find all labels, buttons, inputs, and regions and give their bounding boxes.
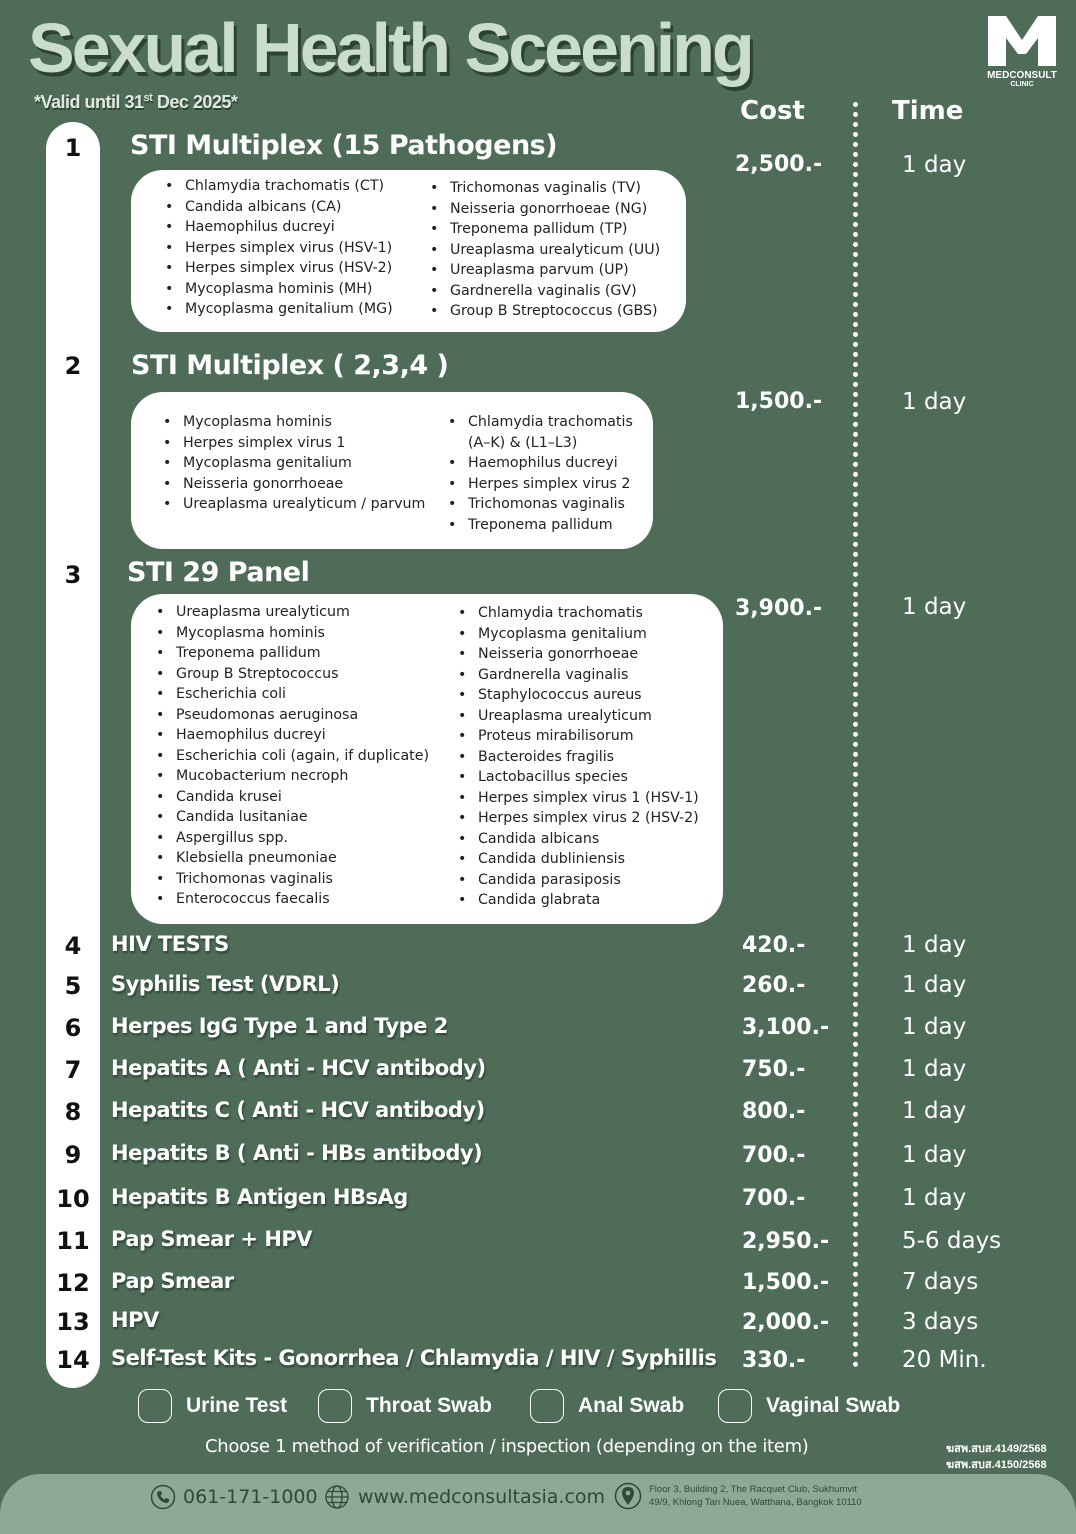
- page-title: Sexual Health Sceening: [28, 9, 752, 87]
- validity-note: [34, 92, 237, 113]
- test-name: Pap Smear + HPV: [111, 1227, 313, 1251]
- price: 2,000.-: [742, 1310, 830, 1335]
- license-number: ฆสพ.สบส.4149/2568: [946, 1443, 1047, 1455]
- pathogen-item: • Bacteroides fragilis: [456, 747, 699, 768]
- checkbox[interactable]: [530, 1389, 564, 1423]
- pathogen-box: [131, 170, 686, 332]
- price: 2,950.-: [742, 1229, 830, 1254]
- validity-sup: st: [143, 92, 153, 104]
- price: 3,100.-: [742, 1015, 830, 1040]
- item-number: 9: [64, 1141, 82, 1169]
- price: 1,500.-: [735, 389, 823, 414]
- pathogen-item: • Candida lusitaniae: [154, 807, 429, 828]
- turnaround-time: 1 day: [902, 389, 967, 415]
- turnaround-time: 1 day: [902, 1142, 967, 1168]
- address-line: 49/9, Khlong Tan Nuea, Watthana, Bangkok 10110: [649, 1497, 862, 1508]
- pathogen-item: • Trichomonas vaginalis: [154, 869, 429, 890]
- cost-header: Cost: [740, 96, 805, 126]
- pathogen-item: • Staphylococcus aureus: [456, 685, 699, 706]
- pathogen-item: • Lactobacillus species: [456, 767, 699, 788]
- pathogen-item: • Gardnerella vaginalis (GV): [428, 281, 660, 302]
- test-name: Herpes IgG Type 1 and Type 2: [111, 1014, 448, 1038]
- pathogen-item: • Ureaplasma urealyticum (UU): [428, 240, 660, 261]
- pathogen-item: • Herpes simplex virus 2: [446, 474, 633, 495]
- pathogen-item: • Gardnerella vaginalis: [456, 665, 699, 686]
- method-option-urine[interactable]: [138, 1388, 287, 1424]
- pathogen-item: • Neisseria gonorrhoeae: [161, 474, 425, 495]
- pathogen-item: • Mycoplasma genitalium: [161, 453, 425, 474]
- price: 700.-: [742, 1186, 806, 1211]
- pathogen-item: • Klebsiella pneumoniae: [154, 848, 429, 869]
- license-number: ฆสพ.สบส.4150/2568: [946, 1459, 1047, 1471]
- pathogen-list-right: [456, 603, 699, 911]
- pathogen-box: [131, 594, 723, 924]
- price: 1,500.-: [742, 1270, 830, 1295]
- test-name: Hepatits C ( Anti - HCV antibody): [111, 1098, 485, 1122]
- pathogen-list-left: [161, 412, 425, 515]
- website-link[interactable]: [324, 1484, 605, 1510]
- pathogen-item: • Trichomonas vaginalis (TV): [428, 178, 660, 199]
- pathogen-item: • Candida parasiposis: [456, 870, 699, 891]
- method-label: Urine Test: [186, 1394, 288, 1417]
- checkbox[interactable]: [138, 1389, 172, 1423]
- turnaround-time: 1 day: [902, 1056, 967, 1082]
- item-number: 13: [56, 1308, 90, 1336]
- pathogen-item: • Mucobacterium necroph: [154, 766, 429, 787]
- turnaround-time: 1 day: [902, 1014, 967, 1040]
- turnaround-time: 1 day: [902, 152, 967, 178]
- pathogen-item: • Mycoplasma genitalium (MG): [163, 299, 393, 320]
- pathogen-item: • Herpes simplex virus (HSV-2): [163, 258, 393, 279]
- turnaround-time: 5-6 days: [902, 1228, 1002, 1254]
- pathogen-item: • Enterococcus faecalis: [154, 889, 429, 910]
- test-name: HPV: [111, 1308, 159, 1332]
- pathogen-item: • Herpes simplex virus 1 (HSV-1): [456, 788, 699, 809]
- section-title: STI 29 Panel: [127, 557, 310, 588]
- pathogen-item: • Neisseria gonorrhoeae: [456, 644, 699, 665]
- pathogen-item: • Chlamydia trachomatis (CT): [163, 176, 393, 197]
- method-note: Choose 1 method of verification / inspection (depending on the item): [205, 1436, 809, 1457]
- price: 700.-: [742, 1143, 806, 1168]
- price: 330.-: [742, 1348, 806, 1373]
- pathogen-item: • Mycoplasma genitalium: [456, 624, 699, 645]
- section-title: STI Multiplex ( 2,3,4 ): [131, 350, 449, 381]
- checkbox[interactable]: [318, 1389, 352, 1423]
- pathogen-item: • Haemophilus ducreyi: [446, 453, 633, 474]
- turnaround-time: 1 day: [902, 1185, 967, 1211]
- item-number: 7: [64, 1056, 82, 1084]
- test-name: Pap Smear: [111, 1269, 234, 1293]
- pathogen-item: • Treponema pallidum (TP): [428, 219, 660, 240]
- pathogen-item: • Haemophilus ducreyi: [163, 217, 393, 238]
- test-name: HIV TESTS: [111, 932, 229, 956]
- pathogen-item: • Candida dubliniensis: [456, 849, 699, 870]
- location-pin-icon: [614, 1482, 642, 1510]
- turnaround-time: 20 Min.: [902, 1347, 987, 1373]
- price: 420.-: [742, 933, 806, 958]
- price: 800.-: [742, 1099, 806, 1124]
- turnaround-time: 1 day: [902, 972, 967, 998]
- phone-number: 061-171-1000: [183, 1486, 318, 1508]
- pathogen-item-text-cont: (A–K) & (L1–L3): [468, 434, 578, 451]
- logo-brand: MEDCONSULT: [987, 70, 1057, 81]
- phone-icon: [150, 1484, 176, 1510]
- test-name: Syphilis Test (VDRL): [111, 972, 340, 996]
- pathogen-item: • Ureaplasma urealyticum / parvum: [161, 494, 425, 515]
- pathogen-item: • Herpes simplex virus 2 (HSV-2): [456, 808, 699, 829]
- price: 3,900.-: [735, 596, 823, 621]
- website-url: www.medconsultasia.com: [358, 1486, 606, 1508]
- pathogen-item: • Haemophilus ducreyi: [154, 725, 429, 746]
- column-divider: [853, 102, 858, 1368]
- method-label: Throat Swab: [366, 1394, 493, 1417]
- turnaround-time: 3 days: [902, 1309, 979, 1335]
- method-label: Anal Swab: [578, 1394, 685, 1417]
- pathogen-item: • Herpes simplex virus 1: [161, 433, 425, 454]
- medconsult-logo: [984, 14, 1060, 88]
- section-number: 2: [64, 352, 82, 380]
- pathogen-item: • Escherichia coli (again, if duplicate): [154, 746, 429, 767]
- test-name: Hepatits A ( Anti - HCV antibody): [111, 1056, 486, 1080]
- section-title: STI Multiplex (15 Pathogens): [130, 130, 558, 161]
- price: 2,500.-: [735, 152, 823, 177]
- validity-suffix: Dec 2025*: [152, 92, 238, 112]
- price: 260.-: [742, 973, 806, 998]
- turnaround-time: 1 day: [902, 932, 967, 958]
- item-number: 4: [64, 932, 82, 960]
- pathogen-item: [446, 412, 633, 453]
- pathogen-item: • Candida albicans (CA): [163, 197, 393, 218]
- turnaround-time: 1 day: [902, 1098, 967, 1124]
- pathogen-list-right: [428, 178, 660, 322]
- pathogen-item: • Ureaplasma urealyticum: [456, 706, 699, 727]
- pathogen-item: • Proteus mirabilisorum: [456, 726, 699, 747]
- pathogen-item: • Group B Streptococcus: [154, 664, 429, 685]
- section-number: 3: [64, 561, 82, 589]
- method-option-anal[interactable]: [530, 1388, 684, 1424]
- item-number: 8: [64, 1098, 82, 1126]
- item-number: 6: [64, 1014, 82, 1042]
- pathogen-item: • Trichomonas vaginalis: [446, 494, 633, 515]
- validity-prefix: *Valid until 31: [34, 92, 144, 112]
- price: 750.-: [742, 1057, 806, 1082]
- pathogen-item: • Candida glabrata: [456, 890, 699, 911]
- pathogen-item: • Group B Streptococcus (GBS): [428, 301, 660, 322]
- address-line: Floor 3, Building 2, The Racquet Club, Sukhumvit: [649, 1484, 857, 1495]
- pathogen-box: [131, 392, 653, 549]
- section-number: 1: [64, 134, 82, 162]
- item-number: 11: [56, 1227, 90, 1255]
- pathogen-list-right: [446, 412, 633, 535]
- pathogen-item-text: Chlamydia trachomatis: [468, 414, 633, 430]
- test-name: Hepatits B Antigen HBsAg: [111, 1185, 408, 1209]
- pathogen-list-left: [163, 176, 393, 320]
- pathogen-item: • Candida albicans: [456, 829, 699, 850]
- pathogen-item: • Candida krusei: [154, 787, 429, 808]
- pathogen-item: • Mycoplasma hominis: [161, 412, 425, 433]
- pathogen-item: • Mycoplasma hominis: [154, 623, 429, 644]
- method-option-vaginal[interactable]: [718, 1388, 900, 1424]
- address-text: [649, 1483, 862, 1509]
- item-number: 14: [56, 1346, 90, 1374]
- pathogen-list-left: [154, 602, 429, 910]
- method-label: Vaginal Swab: [766, 1394, 901, 1417]
- checkbox[interactable]: [718, 1389, 752, 1423]
- phone-contact[interactable]: [150, 1484, 318, 1510]
- pathogen-item: • Ureaplasma urealyticum: [154, 602, 429, 623]
- globe-icon: [324, 1484, 350, 1510]
- method-option-throat[interactable]: [318, 1388, 492, 1424]
- pathogen-item: • Escherichia coli: [154, 684, 429, 705]
- pathogen-item: • Neisseria gonorrhoeae (NG): [428, 199, 660, 220]
- turnaround-time: 1 day: [902, 594, 967, 620]
- pathogen-item: • Ureaplasma parvum (UP): [428, 260, 660, 281]
- item-number: 10: [56, 1185, 90, 1213]
- time-header: Time: [892, 96, 964, 126]
- m-logo-icon: [986, 14, 1058, 68]
- address-block: [614, 1482, 862, 1510]
- pathogen-item: • Treponema pallidum: [446, 515, 633, 536]
- pathogen-item: • Aspergillus spp.: [154, 828, 429, 849]
- pathogen-item: • Mycoplasma hominis (MH): [163, 279, 393, 300]
- pathogen-item: • Chlamydia trachomatis: [456, 603, 699, 624]
- test-name: Self-Test Kits - Gonorrhea / Chlamydia / HIV / Syphillis: [111, 1346, 717, 1370]
- item-number: 5: [64, 972, 82, 1000]
- test-name: Hepatits B ( Anti - HBs antibody): [111, 1141, 483, 1165]
- pathogen-item: • Treponema pallidum: [154, 643, 429, 664]
- item-number: 12: [56, 1269, 90, 1297]
- pathogen-item: • Herpes simplex virus (HSV-1): [163, 238, 393, 259]
- logo-sub: CLINIC: [1010, 81, 1034, 88]
- pathogen-item: • Pseudomonas aeruginosa: [154, 705, 429, 726]
- turnaround-time: 7 days: [902, 1269, 979, 1295]
